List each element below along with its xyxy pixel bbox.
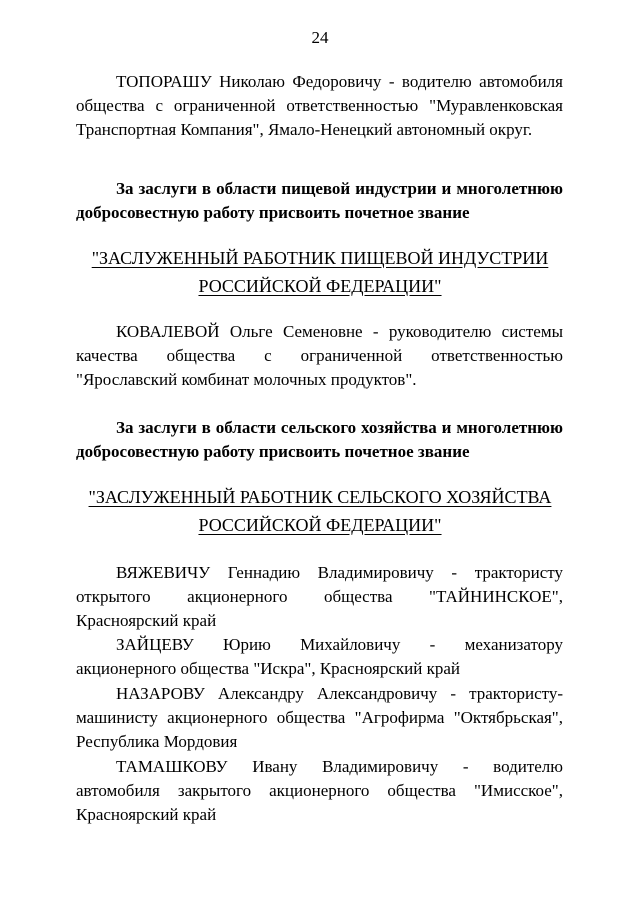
honorary-title-food-industry: [0, 244, 640, 300]
section-intro-agriculture: За заслуги в области сельского хозяйства и многолетнюю добросовестную работу присвоить почетное звание: [76, 418, 563, 461]
honorary-title-agriculture: [0, 483, 640, 539]
award-entry-tamashkov: ТАМАШКОВУ Ивану Владимировичу - водителю автомобиля закрытого акционерного общества "Имисское", Красноярский край: [76, 757, 563, 824]
honorary-title-food-line1: "ЗАСЛУЖЕННЫЙ РАБОТНИК ПИЩЕВОЙ ИНДУСТРИИ: [91, 248, 549, 268]
award-entry-toporash: ТОПОРАШУ Николаю Федоровичу - водителю автомобиля общества с ограниченной ответственностью "Муравленковская Транспортная Компания", Ямало-Ненецкий автономный округ.: [76, 72, 563, 139]
award-entry-zaitsev: ЗАЙЦЕВУ Юрию Михайловичу - механизатору акционерного общества "Искра", Красноярский край: [76, 635, 563, 678]
award-entry-nazarov: НАЗАРОВУ Александру Александровичу - трактористу-машинисту акционерного общества "Агрофирма "Октябрьская", Республика Мордовия: [76, 684, 563, 751]
award-entry-vyazhevich: ВЯЖЕВИЧУ Геннадию Владимировичу - трактористу открытого акционерного общества "ТАЙНИНСКОЕ", Красноярский край: [76, 563, 563, 630]
honorary-title-agri-line2: РОССИЙСКОЙ ФЕДЕРАЦИИ": [198, 515, 442, 535]
honorary-title-agri-line1: "ЗАСЛУЖЕННЫЙ РАБОТНИК СЕЛЬСКОГО ХОЗЯЙСТВА: [88, 487, 552, 507]
page-number: 24: [311, 28, 329, 47]
section-intro-food-industry: За заслуги в области пищевой индустрии и многолетнюю добросовестную работу присвоить почетное звание: [76, 179, 563, 222]
honorary-title-food-line2: РОССИЙСКОЙ ФЕДЕРАЦИИ": [198, 276, 442, 296]
award-entry-kovaleva: КОВАЛЕВОЙ Ольге Семеновне - руководителю системы качества общества с ограниченной ответственностью "Ярославский комбинат молочных продуктов".: [76, 322, 563, 389]
